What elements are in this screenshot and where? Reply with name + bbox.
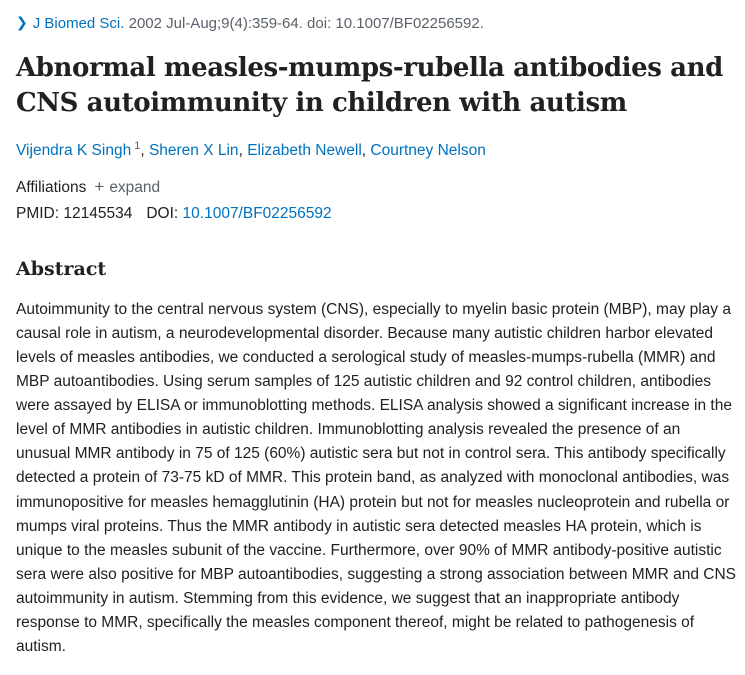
plus-icon: + — [94, 177, 105, 196]
abstract-heading: Abstract — [16, 258, 107, 280]
journal-link[interactable]: J Biomed Sci. — [32, 15, 125, 32]
author-link[interactable]: Vijendra K Singh — [16, 142, 132, 159]
chevron-right-icon[interactable]: ❯ — [16, 14, 28, 30]
affiliation-ref[interactable]: 1 — [134, 139, 141, 152]
article-title: Abnormal measles-mumps-rubella antibodies and CNS autoimmunity in children with autism — [16, 53, 723, 118]
affiliations-label: Affiliations — [16, 179, 87, 196]
citation-line — [16, 12, 738, 35]
author-link[interactable]: Sheren X Lin — [148, 142, 239, 159]
expand-label: expand — [109, 179, 161, 196]
identifiers-row — [16, 203, 738, 225]
expand-affiliations-button[interactable] — [94, 179, 160, 196]
pmid-value: 12145534 — [63, 205, 133, 222]
pmid-label: PMID: — [16, 205, 60, 222]
author-link[interactable]: Elizabeth Newell — [247, 142, 362, 159]
affiliations-row — [16, 176, 738, 199]
author-link[interactable]: Courtney Nelson — [370, 142, 486, 159]
author-list: Vijendra K Singh $^1$, Sheren X Lin, Elizabeth Newell, Courtney Nelson — [16, 139, 486, 159]
doi-link[interactable]: 10.1007/BF02256592 — [182, 205, 332, 222]
abstract-text: Autoimmunity to the central nervous system (CNS), especially to myelin basic protein (MBP), may play a causal role in autism, a neurodevelopmental disorder. Because many autistic children harbor elevated levels of measles antibodies, we conducted a serological study of measles-mumps-rubella (MMR) and MBP autoantibodies. Using serum samples of 125 autistic children and 92 control children, antibodies were assayed by ELISA or immunoblotting methods. ELISA analysis showed a significant increase in the level of MMR antibodies in autistic children. Immunoblotting analysis revealed the presence of an unusual MMR antibody in 75 of 125 (60%) autistic sera but not in control sera. This antibody specifically detected a protein of 73-75 kD of MMR. This protein band, as analyzed with monoclonal antibodies, was immunopositive for measles hemagglutinin (HA) protein but not for measles nucleoprotein and rubella or mumps viral proteins. Thus the MMR antibody in autistic sera detected measles HA protein, which is unique to the measles subunit of the vaccine. Furthermore, over 90% of MMR antibody-positive autistic sera were also positive for MBP autoantibodies, suggesting a strong association between MMR and CNS autoimmunity in autism. Stemming from this evidence, we suggest that an inappropriate antibody response to MMR, specifically the measles component thereof, might be related to pathogenesis of autism. — [16, 300, 736, 656]
article-page — [16, 12, 738, 675]
citation-details: 2002 Jul-Aug;9(4):359-64. doi: 10.1007/BF02256592. — [124, 15, 484, 32]
doi-label: DOI: — [146, 205, 179, 222]
